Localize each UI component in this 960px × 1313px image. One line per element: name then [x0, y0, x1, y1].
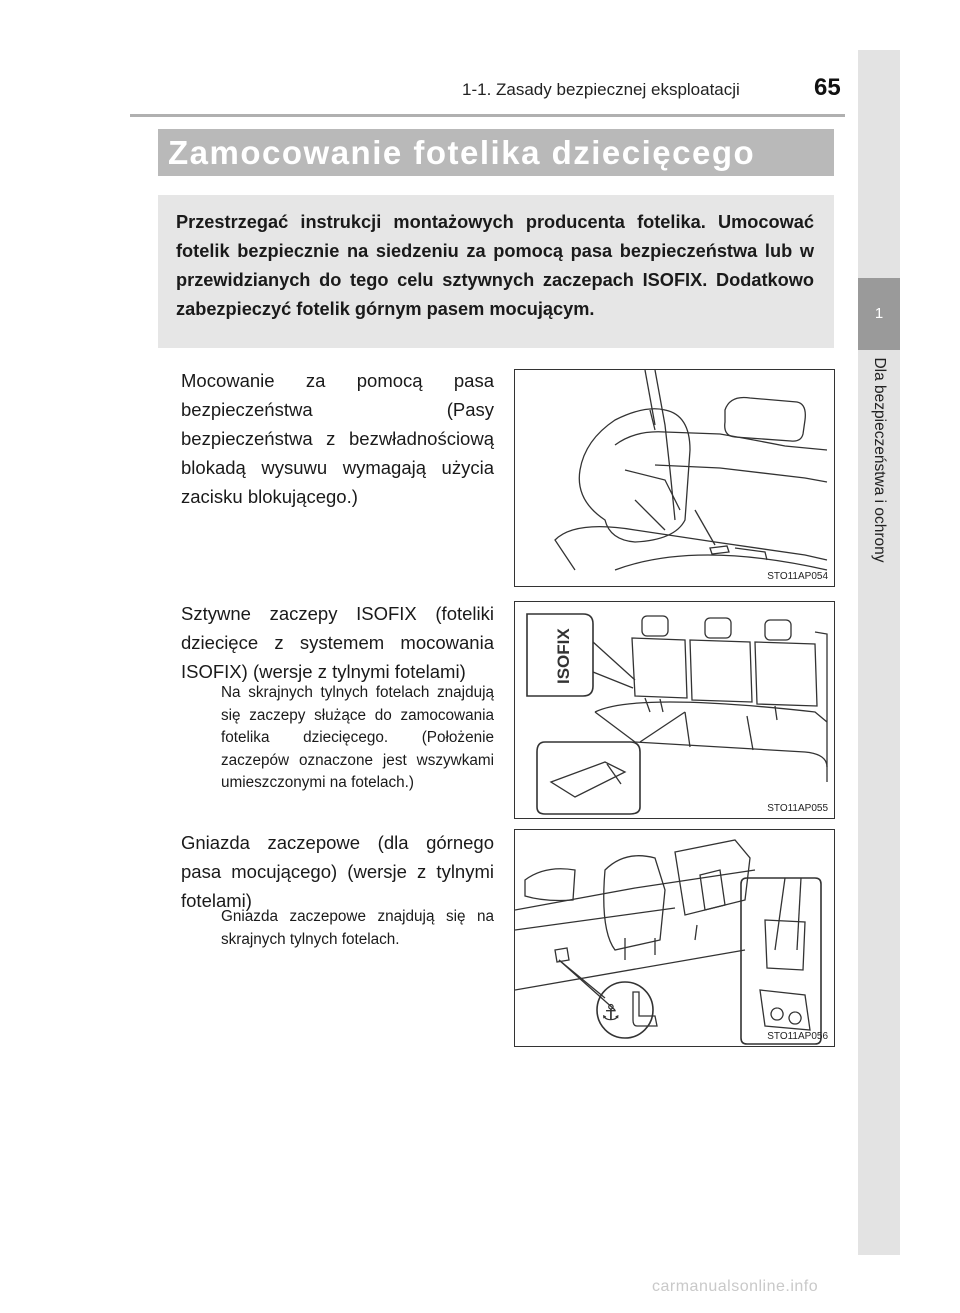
tether-anchor-description: Gniazda zaczepowe znajdują się na skrajnych tylnych fotelach.: [221, 908, 494, 948]
figure-code: STO11AP054: [767, 571, 828, 582]
page-title: Zamocowanie fotelika dziecięcego: [168, 134, 756, 171]
page-number: 65: [814, 74, 841, 101]
chapter-number-tab[interactable]: 1: [858, 278, 900, 350]
anchor-icon: ⚓: [601, 1001, 621, 1026]
seatbelt-mount-title: Mocowanie za pomocą pasa bezpieczeństwa (Pasy bezpieczeństwa z bezwładnościową blokadą wysuwu wymagają użycia zacisku blokującego.): [181, 370, 494, 507]
figure-seatbelt-mount: [514, 369, 835, 587]
figure-isofix: [514, 601, 835, 819]
isofix-label: ISOFIX: [554, 628, 573, 684]
tether-anchor-title: Gniazda zaczepowe (dla górnego pasa mocującego) (wersje z tylnymi fotelami): [181, 832, 494, 911]
isofix-title: Sztywne zaczepy ISOFIX (foteliki dziecięce z systemem mocowania ISOFIX) (wersje z tylnymi fotelami): [181, 603, 494, 682]
header-rule: [130, 114, 845, 117]
side-tab: [858, 50, 900, 1255]
isofix-description: Na skrajnych tylnych fotelach znajdują się zaczepy służące do zamocowania fotelika dziecięcego. (Położenie zaczepów oznaczone jest wszywkami umieszczonymi na fotelach.): [221, 684, 494, 791]
intro-box: [158, 195, 834, 348]
header-section: 1-1. Zasady bezpiecznej eksploatacji: [462, 80, 740, 99]
intro-text: Przestrzegać instrukcji montażowych producenta fotelika. Umocować fotelik bezpiecznie na siedzeniu za pomocą pasa bezpieczeństwa lub w przewidzianych do tego celu sztywnych zaczepach ISOFIX. Dodatkowo zabezpieczyć fotelik górnym pasem mocującym.: [176, 212, 814, 319]
figure-code: STO11AP056: [767, 1031, 828, 1042]
title-bar: [158, 129, 834, 176]
watermark: carmanualsonline.info: [652, 1278, 819, 1295]
figure-code: STO11AP055: [767, 803, 828, 814]
figure-tether-anchor: [514, 829, 835, 1047]
chapter-title: Dla bezpieczeństwa i ochrony: [871, 357, 888, 563]
